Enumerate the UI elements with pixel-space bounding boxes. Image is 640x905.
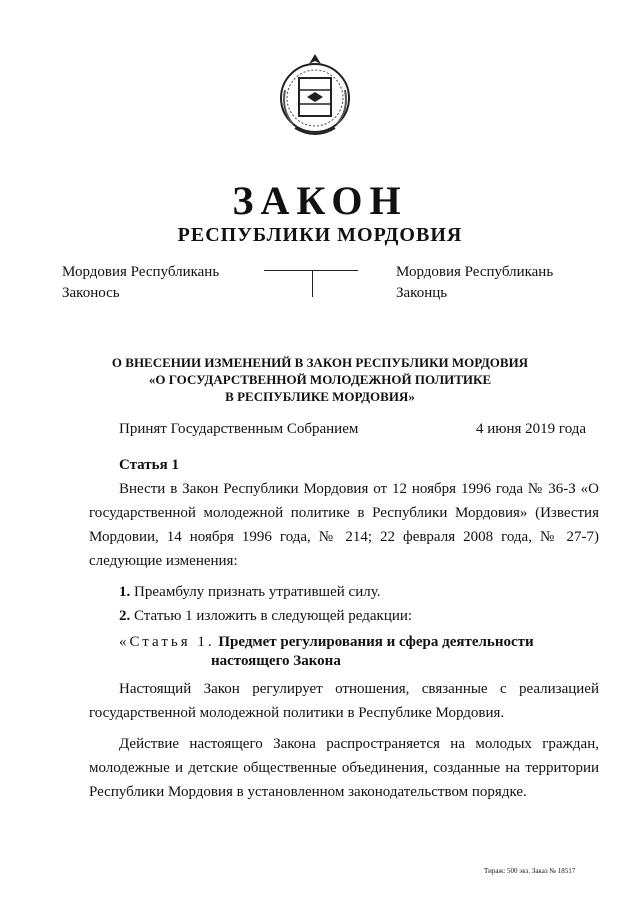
adoption-text: Принят Государственным Собранием: [119, 421, 359, 437]
print-run-info: Тираж: 500 экз. Заказ № 18517: [484, 867, 576, 875]
article-1-intro: Внести в Закон Республики Мордовия от 12 ноября 1996 года № 36-З «О государственной молодежной политике в Республики Мордовия» (Известия Мордовии, 14 ноября 1996 года, № 214; 22 февраля 2008 года, № 27-7) следующие изменения:: [89, 481, 599, 569]
article-paragraph-3: Действие настоящего Закона распространяется на молодых граждан, молодежные и детские общественные объединения, созданные на территории Республики Мордовия в установленном законодательством порядке.: [89, 736, 599, 800]
header-divider-vertical: [312, 270, 313, 297]
list-item-number: 2.: [119, 608, 131, 624]
article-1-heading: Статья 1: [119, 457, 179, 473]
right-header-label: [396, 262, 586, 304]
left-label-line-2: Законось: [62, 285, 120, 301]
quoted-article-prefix: «Статья 1.: [119, 634, 215, 650]
list-item: [119, 581, 380, 603]
article-paragraph-2: Настоящий Закон регулирует отношения, связанные с реализацией государственной молодежной политики в Республике Мордовия.: [89, 681, 599, 721]
document-title-line-2: «О ГОСУДАРСТВЕННОЙ МОЛОДЕЖНОЙ ПОЛИТИКЕ: [148, 372, 492, 387]
right-label-line-1: Мордовия Республикань: [396, 264, 554, 280]
right-label-line-2: Законць: [396, 285, 448, 301]
adoption-date: 4 июня 2019 года: [476, 421, 587, 437]
document-title: [60, 354, 580, 405]
coat-of-arms-emblem: [273, 50, 357, 140]
left-label-line-1: Мордовия Республикань: [62, 264, 220, 280]
law-subtitle: РЕСПУБЛИКИ МОРДОВИЯ: [177, 224, 463, 246]
list-item-text: Преамбулу признать утратившей силу.: [134, 584, 381, 600]
document-title-line-1: О ВНЕСЕНИИ ИЗМЕНЕНИЙ В ЗАКОН РЕСПУБЛИКИ МОРДОВИЯ: [111, 355, 529, 370]
list-item: [119, 605, 412, 627]
quoted-article-heading: [119, 633, 599, 652]
list-item-text: Статью 1 изложить в следующей редакции:: [134, 608, 413, 624]
law-title: ЗАКОН: [232, 178, 408, 223]
quoted-article-title-line-1: Предмет регулирования и сфера деятельности: [218, 634, 534, 650]
document-title-line-3: В РЕСПУБЛИКЕ МОРДОВИЯ»: [225, 389, 415, 404]
list-item-number: 1.: [119, 584, 131, 600]
header-divider-horizontal: [264, 270, 358, 271]
quoted-article-title-line-2: настоящего Закона: [211, 653, 341, 669]
left-header-label: [62, 262, 252, 304]
